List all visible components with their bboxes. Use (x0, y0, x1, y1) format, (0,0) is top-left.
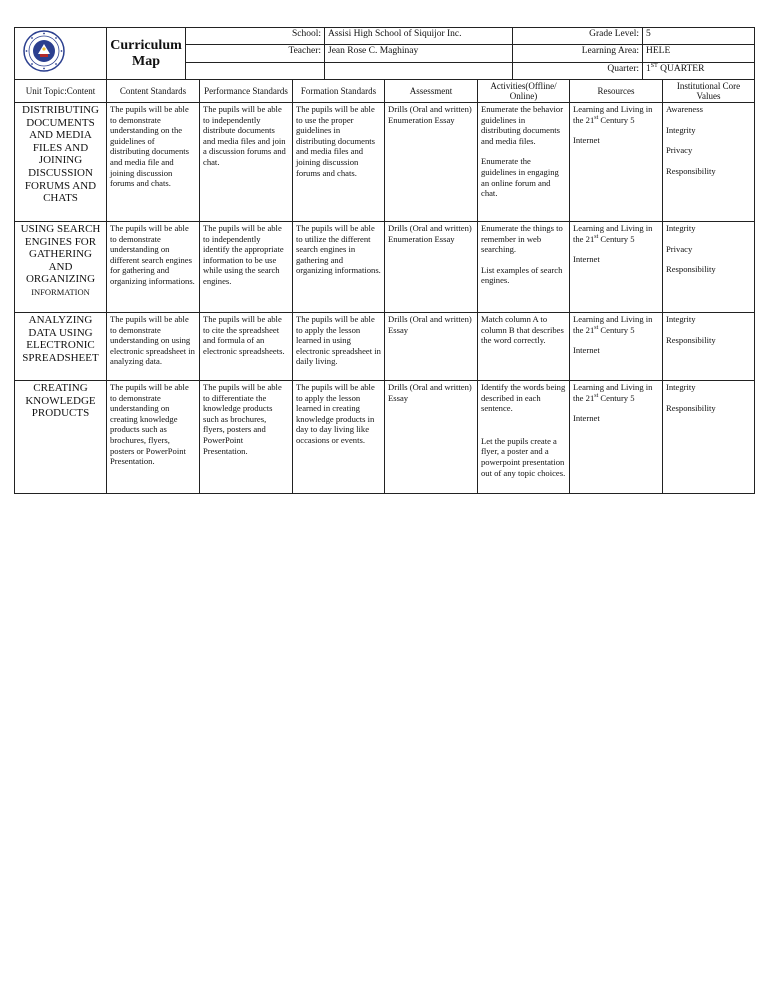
assessment: Drills (Oral and written) Enumeration Essay (385, 103, 478, 222)
teacher-value: Jean Rose C. Maghinay (325, 45, 513, 62)
activities (478, 313, 570, 381)
resources (570, 313, 663, 381)
core-value: Responsibility (666, 402, 716, 413)
column-header-row (15, 80, 755, 103)
col-header-assessment: Assessment (385, 80, 478, 103)
table-row (15, 222, 755, 313)
core-values (663, 313, 755, 381)
table-row (15, 381, 755, 494)
core-value: Privacy (666, 243, 693, 254)
core-value: Responsibility (666, 165, 716, 176)
resources (570, 381, 663, 494)
col-header-unit-topic: Unit Topic:Content (15, 80, 107, 103)
core-value: Privacy (666, 145, 693, 156)
activity-item: Enumerate the behavior guidelines in distributing documents and media files. (481, 104, 564, 146)
core-value: Integrity (666, 124, 696, 135)
quarter-label: Quarter: (513, 62, 643, 79)
resource-book: Learning and Living in the 21st Century 5 (573, 314, 653, 335)
performance-standard: The pupils will be able to cite the spreadsheet and formula of an electronic spreadsheets. (200, 313, 293, 381)
core-value: Awareness (666, 104, 703, 114)
formation-standard: The pupils will be able to use the proper guidelines in distributing documents and media files and joining discussion forums and chats. (293, 103, 385, 222)
quarter-suffix: ST (650, 62, 658, 69)
learning-area-label: Learning Area: (513, 45, 643, 62)
performance-standard: The pupils will be able to independently identify the appropriate information to be use while using the search engines. (200, 222, 293, 313)
curriculum-map-page (14, 27, 754, 494)
assessment: Drills (Oral and written) Enumeration Essay (385, 222, 478, 313)
col-header-activities: Activities(Offline/ Online) (478, 80, 570, 103)
grade-level-label: Grade Level: (513, 28, 643, 45)
resources (570, 222, 663, 313)
grade-level-value: 5 (643, 28, 755, 45)
activity-item: Let the pupils create a flyer, a poster and a powerpoint presentation out of any topic choices. (481, 435, 566, 478)
resources (570, 103, 663, 222)
col-header-content-standards: Content Standards (107, 80, 200, 103)
core-values (663, 103, 755, 222)
core-value: Responsibility (666, 334, 716, 345)
document-title-line1: Curriculum (110, 37, 182, 53)
core-value: Integrity (666, 382, 696, 392)
quarter-text: QUARTER (657, 63, 705, 74)
empty-cell (325, 62, 513, 79)
quarter-number: 1 (646, 63, 651, 74)
activities (478, 381, 570, 494)
activity-item: Enumerate the things to remember in web searching. (481, 223, 563, 255)
document-title-line2: Map (132, 53, 160, 69)
content-standard: The pupils will be able to demonstrate understanding on using electronic spreadsheet in analyzing data. (107, 313, 200, 381)
resource-book: Learning and Living in the 21st Century 5 (573, 382, 653, 403)
resource-internet: Internet (573, 254, 600, 265)
table-row (15, 313, 755, 381)
table-row (15, 103, 755, 222)
core-value: Integrity (666, 223, 696, 233)
document-title-cell (107, 28, 186, 80)
col-header-formation-standards: Formation Standards (293, 80, 385, 103)
col-header-core-values: Institutional Core Values (663, 80, 755, 103)
performance-standard: The pupils will be able to independently distribute documents and media files and join a discussion forums and chat. (200, 103, 293, 222)
core-values (663, 381, 755, 494)
resource-internet: Internet (573, 345, 600, 356)
activity-item: Identify the words being described in each sentence. (481, 382, 566, 414)
school-label: School: (186, 28, 325, 45)
col-header-resources: Resources (570, 80, 663, 103)
unit-topic-small: INFORMATION (31, 286, 90, 297)
unit-topic (15, 222, 107, 313)
curriculum-table (14, 79, 755, 494)
quarter-value (643, 62, 755, 79)
school-value: Assisi High School of Siquijor Inc. (325, 28, 513, 45)
formation-standard: The pupils will be able to apply the lesson learned in using electronic spreadsheet in daily living. (293, 313, 385, 381)
core-value: Responsibility (666, 264, 716, 275)
performance-standard: The pupils will be able to differentiate the knowledge products such as brochures, flyers, posters and PowerPoint Presentation. (200, 381, 293, 494)
content-standard: The pupils will be able to demonstrate understanding on the guidelines of distributing documents and media file and joining discussion forums and chats. (107, 103, 200, 222)
deped-seal-icon (23, 30, 65, 72)
resource-internet: Internet (573, 413, 600, 424)
empty-cell (186, 62, 325, 79)
resource-book: Learning and Living in the 21st Century 5 (573, 223, 653, 244)
assessment: Drills (Oral and written) Essay (385, 313, 478, 381)
activity-item: Enumerate the guidelines in engaging an online forum and chat. (481, 156, 559, 199)
core-values (663, 222, 755, 313)
teacher-label: Teacher: (186, 45, 325, 62)
activity-item: Match column A to column B that describes the word correctly. (481, 314, 564, 346)
content-standard: The pupils will be able to demonstrate understanding on creating knowledge products such as brochures, flyers, posters or PowerPoint Presentation. (107, 381, 200, 494)
resource-book: Learning and Living in the 21st Century 5 (573, 104, 653, 125)
activities (478, 222, 570, 313)
unit-topic: DISTRIBUTING DOCUMENTS AND MEDIA FILES AND JOINING DISCUSSION FORUMS AND CHATS (15, 103, 107, 222)
header-table (14, 27, 755, 80)
unit-topic: ANALYZING DATA USING ELECTRONIC SPREADSHEET (15, 313, 107, 381)
deped-seal-cell (15, 28, 107, 80)
assessment: Drills (Oral and written) Essay (385, 381, 478, 494)
core-value: Integrity (666, 314, 696, 324)
formation-standard: The pupils will be able to apply the lesson learned in creating knowledge products in day to day living like occasions or events. (293, 381, 385, 494)
activities (478, 103, 570, 222)
activity-item: List examples of search engines. (481, 264, 563, 286)
unit-topic-main: USING SEARCH ENGINES FOR GATHERING AND ORGANIZING (20, 223, 101, 286)
content-standard: The pupils will be able to demonstrate understanding on different search engines for gathering and organizing informations. (107, 222, 200, 313)
resource-internet: Internet (573, 135, 600, 146)
formation-standard: The pupils will be able to utilize the different search engines in gathering and organizing informations. (293, 222, 385, 313)
learning-area-value: HELE (643, 45, 755, 62)
unit-topic: CREATING KNOWLEDGE PRODUCTS (15, 381, 107, 494)
col-header-performance-standards: Performance Standards (200, 80, 293, 103)
